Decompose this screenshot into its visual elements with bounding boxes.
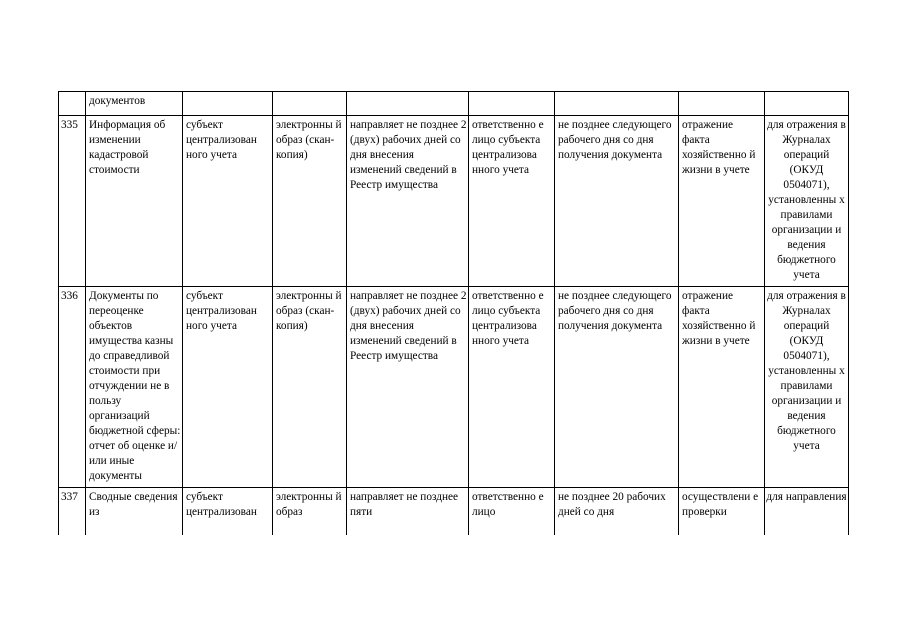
document-format: электронны й образ — [273, 488, 347, 536]
table-row — [59, 116, 849, 287]
table-row — [59, 488, 849, 536]
document-name: документов — [86, 92, 183, 116]
receiving-person: ответственно е лицо — [469, 488, 555, 536]
row-number — [59, 92, 86, 116]
table-row — [59, 92, 849, 116]
responsible-entity: субъект централизован — [183, 488, 273, 536]
processing-term: не позднее следующего рабочего дня со дня получения документа — [555, 116, 679, 287]
note — [765, 92, 849, 116]
purpose: отражение факта хозяйственно й жизни в учете — [679, 287, 765, 488]
document-name: Документы по переоценке объектов имущества казны до справедливой стоимости при отчуждении не в пользу организаций бюджетной сферы: отчет об оценке и/или иные документы — [86, 287, 183, 488]
row-number: 337 — [59, 488, 86, 536]
row-number: 335 — [59, 116, 86, 287]
note: для направления — [765, 488, 849, 536]
processing-term — [555, 92, 679, 116]
purpose: отражение факта хозяйственно й жизни в учете — [679, 116, 765, 287]
document-format: электронны й образ (скан-копия) — [273, 116, 347, 287]
document-format — [273, 92, 347, 116]
submission-term: направляет не позднее 2 (двух) рабочих дней со дня внесения изменений сведений в Реестр имущества — [347, 287, 469, 488]
responsible-entity: субъект централизован ного учета — [183, 116, 273, 287]
row-number: 336 — [59, 287, 86, 488]
purpose — [679, 92, 765, 116]
document-name: Информация об изменении кадастровой стоимости — [86, 116, 183, 287]
responsible-entity — [183, 92, 273, 116]
processing-term: не позднее следующего рабочего дня со дня получения документа — [555, 287, 679, 488]
document-name: Сводные сведения из — [86, 488, 183, 536]
table-row — [59, 287, 849, 488]
receiving-person — [469, 92, 555, 116]
purpose: осуществлени е проверки — [679, 488, 765, 536]
document-format: электронны й образ (скан-копия) — [273, 287, 347, 488]
receiving-person: ответственно е лицо субъекта централизова нного учета — [469, 116, 555, 287]
responsible-entity: субъект централизован ного учета — [183, 287, 273, 488]
note: для отражения в Журналах операций (ОКУД 0504071), установленны х правилами организации и ведения бюджетного учета — [765, 116, 849, 287]
submission-term: направляет не позднее пяти — [347, 488, 469, 536]
register-table — [58, 91, 849, 535]
submission-term — [347, 92, 469, 116]
submission-term: направляет не позднее 2 (двух) рабочих дней со дня внесения изменений сведений в Реестр имущества — [347, 116, 469, 287]
processing-term: не позднее 20 рабочих дней со дня — [555, 488, 679, 536]
receiving-person: ответственно е лицо субъекта централизова нного учета — [469, 287, 555, 488]
note: для отражения в Журналах операций (ОКУД 0504071), установленны х правилами организации и ведения бюджетного учета — [765, 287, 849, 488]
